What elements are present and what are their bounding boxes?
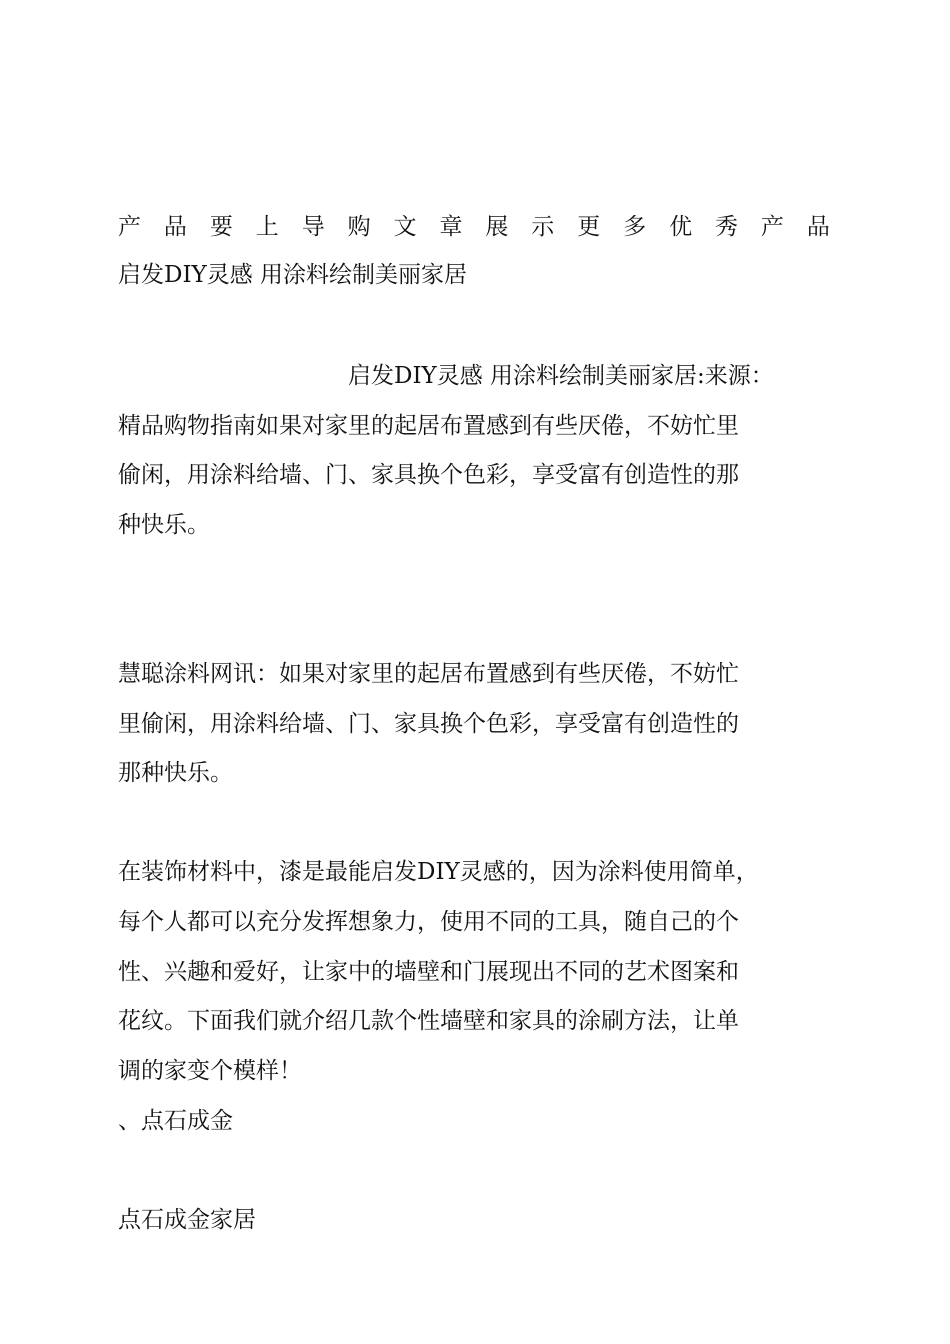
header-char: 要 xyxy=(209,214,233,240)
paragraph2-line-1: 在装饰材料中，漆是最能启发DIY灵感的，因为涂料使用简单， xyxy=(118,859,759,885)
intro-line-3: 偷闲，用涂料给墙、门、家具换个色彩，享受富有创造性的那 xyxy=(118,462,739,488)
header-char: 购 xyxy=(347,214,371,240)
intro-line-2: 精品购物指南如果对家里的起居布置感到有些厌倦，不妨忙里 xyxy=(118,413,739,439)
header-char: 多 xyxy=(623,214,647,240)
header-char: 品 xyxy=(163,214,187,240)
header-char: 产 xyxy=(118,214,141,240)
header-char: 示 xyxy=(531,214,555,240)
header-char: 展 xyxy=(485,214,509,240)
header-char: 秀 xyxy=(714,214,738,240)
paragraph1-line-1: 慧聪涂料网讯：如果对家里的起居布置感到有些厌倦，不妨忙 xyxy=(118,661,739,687)
header-char: 文 xyxy=(393,214,417,240)
header-char: 优 xyxy=(669,214,693,240)
header-char: 导 xyxy=(301,214,325,240)
intro-line-1: 启发DIY灵感 用涂料绘制美丽家居:来源： xyxy=(348,363,774,389)
paragraph1-line-2: 里偷闲，用涂料给墙、门、家具换个色彩，享受富有创造性的 xyxy=(118,711,739,737)
paragraph2-line-4: 花纹。下面我们就介绍几款个性墙壁和家具的涂刷方法，让单 xyxy=(118,1008,739,1034)
header-char: 上 xyxy=(255,214,279,240)
header-line xyxy=(118,211,830,243)
paragraph2-line-3: 性、兴趣和爱好，让家中的墙壁和门展现出不同的艺术图案和 xyxy=(118,959,739,985)
header-char: 产 xyxy=(760,214,784,240)
paragraph2-line-2: 每个人都可以充分发挥想象力，使用不同的工具，随自己的个 xyxy=(118,909,739,935)
paragraph1-line-3: 那种快乐。 xyxy=(118,760,233,786)
document-title: 启发DIY灵感 用涂料绘制美丽家居 xyxy=(118,262,468,288)
intro-line-4: 种快乐。 xyxy=(118,512,210,538)
header-char: 品 xyxy=(806,214,830,240)
header-char: 更 xyxy=(577,214,601,240)
subheading: 点石成金家居 xyxy=(118,1207,256,1233)
paragraph2-line-5: 调的家变个模样！ xyxy=(118,1058,302,1084)
header-char: 章 xyxy=(439,214,463,240)
section-heading: 、点石成金 xyxy=(118,1108,233,1134)
